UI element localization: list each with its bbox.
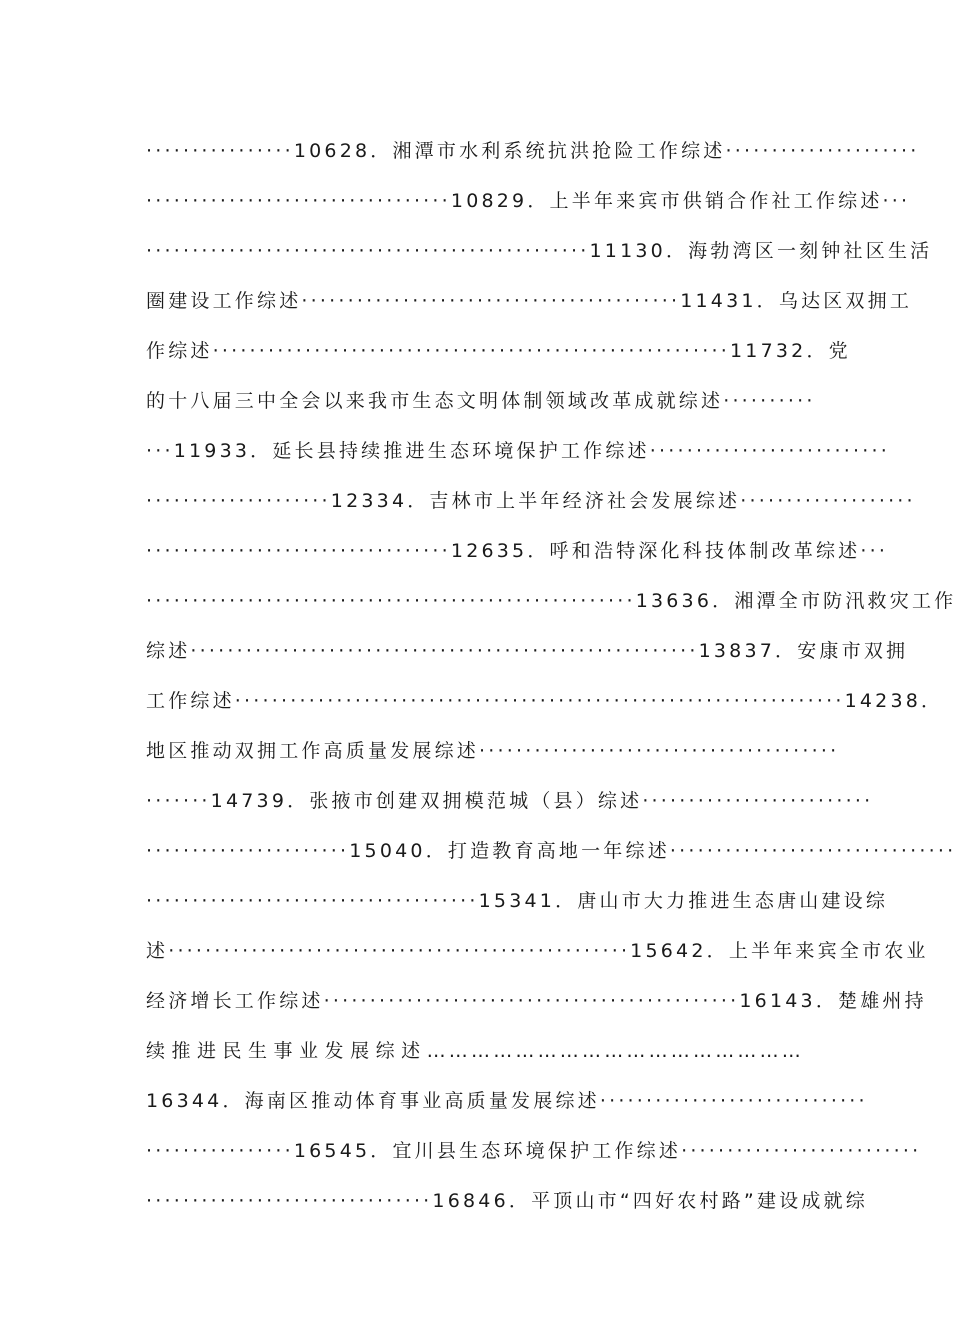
toc-line: ················································11130．海勃湾区一刻钟社区生活 [146,240,933,262]
toc-line: ····················12334．吉林市上半年经济社会发展综述··················· [146,490,916,512]
toc-line: 16344．海南区推动体育事业高质量发展综述····························· [146,1090,868,1112]
toc-line: 续推进民生事业发展综述…………………………………………… [146,1040,804,1062]
toc-line: ······················15040．打造教育高地一年综述······························· [146,840,956,862]
toc-line: 的十八届三中全会以来我市生态文明体制领域改革成就综述·········· [146,390,816,412]
toc-line: ·······························16846．平顶山市“四好农村路”建设成就综 [146,1190,868,1212]
toc-line: ·······14739．张掖市创建双拥模范城（县）综述························· [146,790,874,812]
toc-line: 地区推动双拥工作高质量发展综述······································· [146,740,840,762]
table-of-contents [146,126,956,1226]
toc-line: ·································12635．呼和浩特深化科技体制改革综述··· [146,540,889,562]
toc-line: ················10628．湘潭市水利系统抗洪抢险工作综述····················· [146,140,920,162]
toc-line: ················16545．宜川县生态环境保护工作综述·························· [146,1140,922,1162]
toc-line: ···11933．延长县持续推进生态环境保护工作综述·························· [146,440,890,462]
toc-line: 述··················································15642．上半年来宾全市农业 [146,940,929,962]
toc-line: 工作综述··································································14238． [146,690,944,712]
toc-line: 圈建设工作综述·········································11431．乌达区双拥工 [146,290,913,312]
toc-line: 作综述························································11732．党 [146,340,851,362]
toc-line: ·····················································13636．湘潭全市防汛救灾工作 [146,590,956,612]
toc-line: 综述·······················································13837．安康市双拥 [146,640,909,662]
toc-line: ····································15341．唐山市大力推进生态唐山建设综 [146,890,889,912]
toc-line: ·································10829．上半年来宾市供销合作社工作综述··· [146,190,911,212]
toc-line: 经济增长工作综述·············································16143．楚雄州持 [146,990,927,1012]
